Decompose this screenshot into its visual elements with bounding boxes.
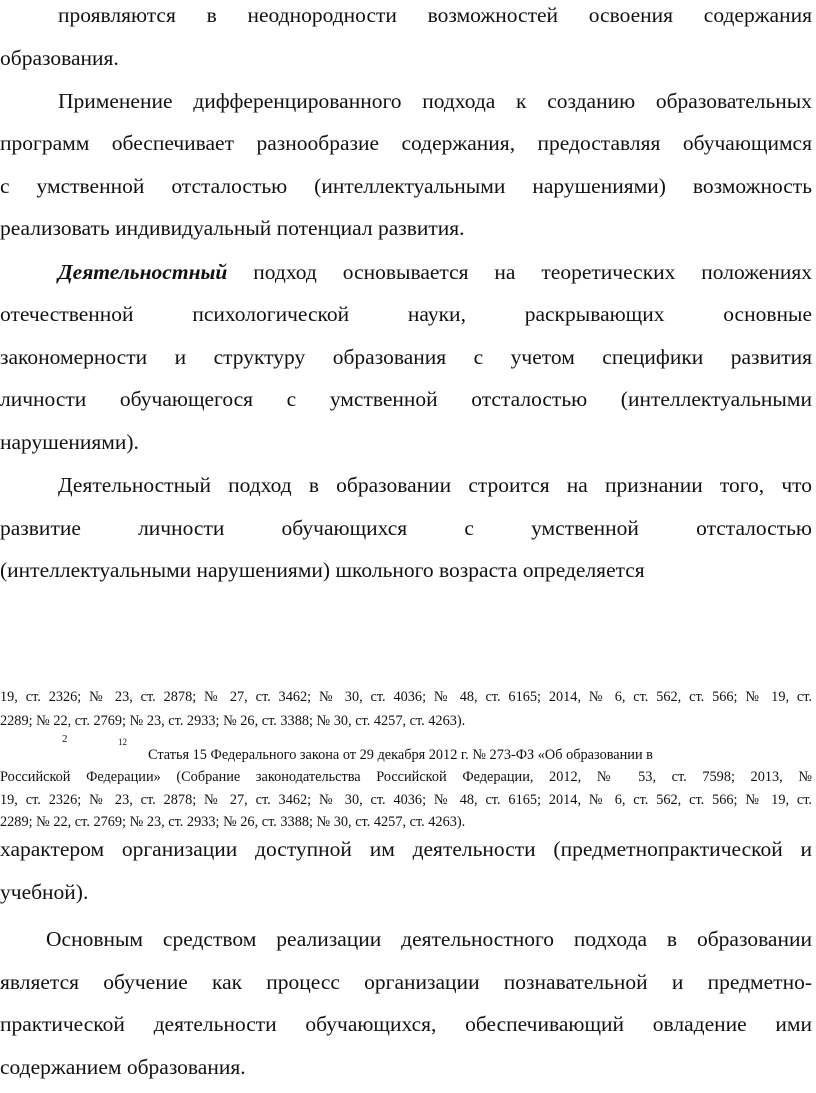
paragraph-4-line-1: Деятельностный подход в образовании строится на признании того, что: [58, 473, 812, 497]
paragraph-5-line-2: учебной).: [0, 880, 89, 904]
footnote-2-line-3: 19, ст. 2326; № 23, ст. 2878; № 27, ст. 3462; № 30, ст. 4036; № 48, ст. 6165; 2014, № 6, ст. 562, ст. 566; № 19, ст.: [0, 792, 812, 808]
emphasized-term: Деятельностный: [58, 260, 228, 284]
paragraph-1-line-2: образования.: [0, 46, 119, 70]
paragraph-3-line-4: личности обучающегося с умственной отсталостью (интеллектуальными: [0, 387, 812, 411]
paragraph-5-line-1: характером организации доступной им деятельности (предметнопрактической и: [0, 837, 812, 861]
paragraph-2-line-2: программ обеспечивает разнообразие содержания, предоставляя обучающимся: [0, 131, 812, 155]
paragraph-6-line-1: Основным средством реализации деятельностного подхода в образовании: [46, 927, 812, 951]
paragraph-3-line-5: нарушениями).: [0, 430, 139, 454]
paragraph-2-line-1: Применение дифференцированного подхода к созданию образовательных: [58, 89, 812, 113]
footnote-1-line-1: 19, ст. 2326; № 23, ст. 2878; № 27, ст. 3462; № 30, ст. 4036; № 48, ст. 6165; 2014, № 6, ст. 562, ст. 566; № 19, ст.: [0, 689, 812, 705]
paragraph-2-line-4: реализовать индивидуальный потенциал развития.: [0, 216, 465, 240]
paragraph-3-line-1-rest: подход основывается на теоретических положениях: [227, 260, 812, 284]
paragraph-6-line-4: содержанием образования.: [0, 1055, 246, 1079]
paragraph-3-line-2: отечественной психологической науки, раскрывающих основные: [0, 302, 812, 326]
footnote-marker-b: 12: [118, 737, 127, 747]
footnote-2-line-1: Статья 15 Федерального закона от 29 декабря 2012 г. № 273-ФЗ «Об образовании в: [148, 747, 653, 763]
footnote-marker-a: 2: [62, 733, 68, 745]
paragraph-6-line-2: является обучение как процесс организации познавательной и предметно-: [0, 970, 812, 994]
paragraph-4-line-2: развитие личности обучающихся с умственной отсталостью: [0, 516, 812, 540]
paragraph-2-line-3: с умственной отсталостью (интеллектуальными нарушениями) возможность: [0, 174, 812, 198]
paragraph-6-line-3: практической деятельности обучающихся, обеспечивающий овладение ими: [0, 1012, 812, 1036]
footnote-2-line-4: 2289; № 22, ст. 2769; № 23, ст. 2933; № 26, ст. 3388; № 30, ст. 4257, ст. 4263).: [0, 814, 466, 830]
paragraph-4-line-3: (интеллектуальными нарушениями) школьного возраста определяется: [0, 558, 645, 582]
paragraph-3-line-3: закономерности и структуру образования с учетом специфики развития: [0, 345, 812, 369]
paragraph-3-line-1: [0, 259, 812, 285]
footnote-1-line-2: 2289; № 22, ст. 2769; № 23, ст. 2933; № 26, ст. 3388; № 30, ст. 4257, ст. 4263).: [0, 713, 466, 729]
paragraph-1-line-1: проявляются в неоднородности возможностей освоения содержания: [58, 3, 812, 27]
footnote-2-line-2: Российской Федерации» (Собрание законодательства Российской Федерации, 2012, № 53, ст. 7598; 2013, №: [0, 769, 812, 785]
